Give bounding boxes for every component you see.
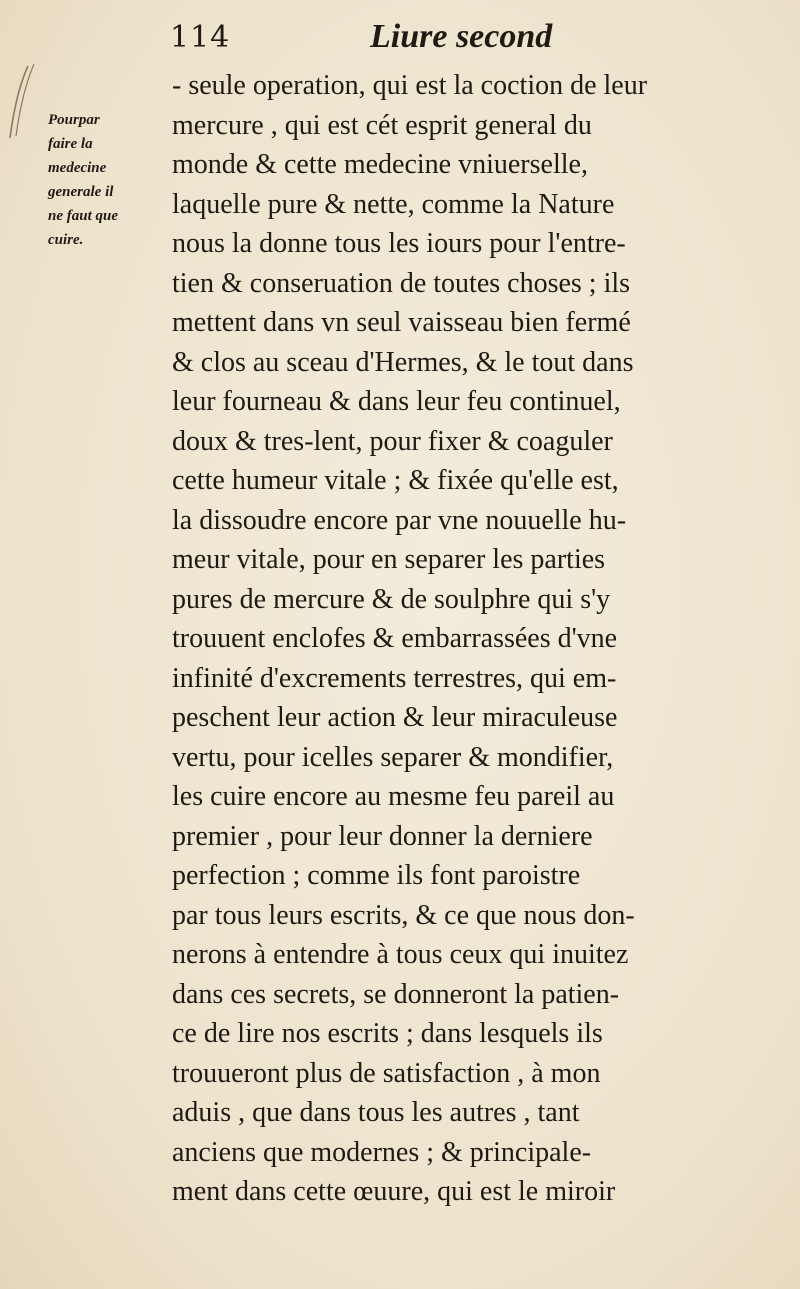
text-line: premier , pour leur donner la derniere — [172, 820, 593, 852]
text-line: monde & cette medecine vniuerselle, — [172, 149, 588, 180]
running-head: Liure second — [370, 18, 553, 55]
page-header — [170, 14, 730, 66]
text-line: laquelle pure & nette, comme la Nature — [172, 188, 615, 220]
text-line: doux & tres-lent, pour fixer & coaguler — [172, 425, 613, 457]
text-line: nous la donne tous les iours pour l'entre- — [172, 228, 626, 259]
text-line: mettent dans vn seul vaisseau bien fermé — [172, 307, 631, 338]
text-line: meur vitale, pour en separer les parties — [172, 544, 606, 575]
text-line: dans ces secrets, se donneront la patien- — [172, 978, 620, 1010]
text-line: nerons à entendre à tous ceux qui inuitez — [172, 939, 629, 970]
text-line: ce de lire nos escrits ; dans lesquels ils — [172, 1018, 603, 1049]
margin-note-line: generale il — [48, 184, 114, 200]
body-text — [172, 66, 772, 1212]
text-line: infinité d'excrements terrestres, qui em- — [172, 662, 617, 694]
text-line: anciens que modernes ; & principale- — [172, 1136, 592, 1168]
text-line: la dissoudre encore par vne nouuelle hu- — [172, 504, 627, 536]
text-line: trouuent enclofes & embarrassées d'vne — [172, 623, 618, 654]
text-line: pures de mercure & de soulphre qui s'y — [172, 583, 611, 615]
margin-note-line: medecine — [48, 160, 107, 176]
text-line: & clos au sceau d'Hermes, & le tout dans — [172, 346, 634, 378]
text-line: tien & conseruation de toutes choses ; ils — [172, 267, 631, 299]
margin-note-line: ne faut que — [48, 208, 119, 224]
text-line: cette humeur vitale ; & fixée qu'elle est, — [172, 465, 619, 496]
page-number: 114 — [170, 20, 231, 55]
text-line: perfection ; comme ils font paroistre — [172, 860, 581, 891]
text-line: ment dans cette œuure, qui est le miroir — [172, 1176, 616, 1207]
text-line: mercure , qui est cét esprit general du — [172, 109, 592, 141]
text-line: peschent leur action & leur miraculeuse — [172, 702, 618, 733]
text-line: les cuire encore au mesme feu pareil au — [172, 781, 615, 812]
text-line: aduis , que dans tous les autres , tant — [172, 1097, 580, 1128]
text-line: leur fourneau & dans leur feu continuel, — [172, 386, 621, 417]
text-line: vertu, pour icelles separer & mondifier, — [172, 741, 614, 773]
text-line: trouueront plus de satisfaction , à mon — [172, 1057, 601, 1089]
margin-note-line: Pourpar — [48, 112, 100, 128]
margin-note-line: cuire. — [48, 232, 84, 248]
text-line: par tous leurs escrits, & ce que nous don- — [172, 899, 635, 931]
margin-note-line: faire la — [48, 136, 93, 152]
margin-pen-stroke — [6, 62, 36, 142]
text-line: - seule operation, qui est la coction de leur — [172, 70, 648, 101]
margin-note — [48, 108, 158, 252]
